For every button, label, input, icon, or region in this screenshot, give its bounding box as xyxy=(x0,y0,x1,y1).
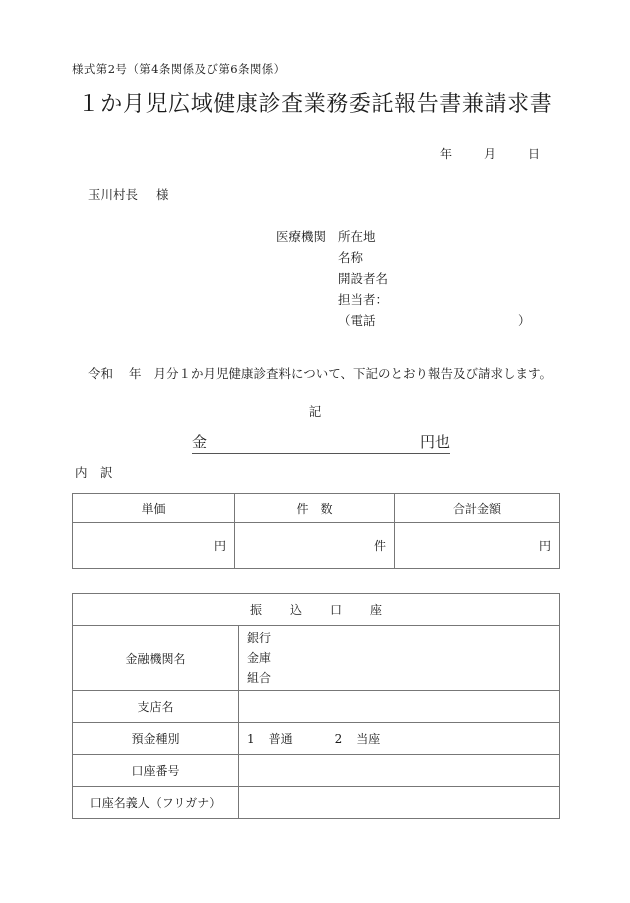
table-row xyxy=(73,723,560,755)
bank-label-account-number: 口座番号 xyxy=(73,755,239,787)
bank-label-deposit-type: 預金種別 xyxy=(73,723,239,755)
breakdown-cell-unit-price[interactable]: 円 xyxy=(73,523,235,569)
institution-phone-open: （電話 xyxy=(338,313,376,328)
recipient-honorific: 様 xyxy=(156,187,169,202)
bank-value-institution[interactable] xyxy=(239,626,560,691)
date-day-label: 日 xyxy=(528,147,541,161)
table-row xyxy=(73,594,560,626)
institution-field-address: 所在地 xyxy=(338,229,376,244)
bank-label-institution: 金融機関名 xyxy=(73,626,239,691)
breakdown-header-count: 件 数 xyxy=(235,494,395,523)
institution-row-contact xyxy=(276,289,388,310)
amount-prefix: 金 xyxy=(192,433,208,451)
breakdown-header-unit-price: 単価 xyxy=(73,494,235,523)
deposit-option-1-label[interactable]: 普通 xyxy=(268,732,293,746)
table-row xyxy=(73,626,560,691)
institution-row-founder xyxy=(276,268,388,289)
statement-body: １か月児健康診査料について、下記のとおり報告及び請求します。 xyxy=(178,366,553,381)
institution-field-founder: 開設者名 xyxy=(338,271,389,286)
bank-value-deposit-type[interactable] xyxy=(239,723,560,755)
ki-label: 記 xyxy=(308,404,322,419)
amount-suffix: 円也 xyxy=(419,433,450,451)
page-title: １か月児広域健康診査業務委託報告書兼請求書 xyxy=(77,92,553,117)
recipient-name: 玉川村長 xyxy=(88,187,139,202)
statement-line xyxy=(88,364,552,382)
institution-row-address xyxy=(276,226,388,247)
deposit-option-2-number: 2 xyxy=(334,732,343,746)
institution-header-label: 医療機関 xyxy=(276,229,327,244)
breakdown-cell-count[interactable]: 件 xyxy=(235,523,395,569)
breakdown-cell-total[interactable]: 円 xyxy=(395,523,560,569)
form-number: 様式第2号（第4条関係及び第6条関係） xyxy=(72,62,286,76)
table-row xyxy=(73,523,560,569)
deposit-option-1-number: 1 xyxy=(247,732,255,746)
statement-era: 令和 xyxy=(88,366,114,381)
bank-label-branch: 支店名 xyxy=(73,691,239,723)
date-month-label: 月 xyxy=(484,147,497,161)
date-year-label: 年 xyxy=(440,147,453,161)
statement-month: 月分 xyxy=(153,366,179,381)
recipient xyxy=(88,185,169,203)
institution-field-contact: 担当者： xyxy=(338,292,389,307)
institution-phone-close: ） xyxy=(518,313,531,328)
date-line xyxy=(440,145,540,162)
table-row xyxy=(73,494,560,523)
institution-field-name: 名称 xyxy=(338,250,364,265)
amount-line xyxy=(192,432,450,454)
bank-account-table xyxy=(72,593,560,819)
bank-table-header-text: 振 込 口 座 xyxy=(250,603,391,617)
breakdown-label: 内 訳 xyxy=(75,465,113,480)
breakdown-header-total: 合計金額 xyxy=(395,494,560,523)
institution-block xyxy=(276,226,531,331)
table-row xyxy=(73,787,560,819)
bank-value-branch[interactable] xyxy=(239,691,560,723)
institution-row-name xyxy=(276,247,388,268)
deposit-option-2-label[interactable]: 当座 xyxy=(356,732,381,746)
bank-kind-kumiai: 組合 xyxy=(247,671,272,685)
institution-row-phone xyxy=(276,310,531,331)
bank-label-account-holder: 口座名義人（フリガナ） xyxy=(73,787,239,819)
statement-year: 年 xyxy=(129,366,142,381)
bank-value-account-number[interactable] xyxy=(239,755,560,787)
bank-kind-shinkin: 金庫 xyxy=(247,651,272,665)
breakdown-table xyxy=(72,493,560,569)
bank-table-header xyxy=(73,594,560,626)
bank-value-account-holder[interactable] xyxy=(239,787,560,819)
table-row xyxy=(73,755,560,787)
table-row xyxy=(73,691,560,723)
bank-kind-bank: 銀行 xyxy=(247,631,272,645)
